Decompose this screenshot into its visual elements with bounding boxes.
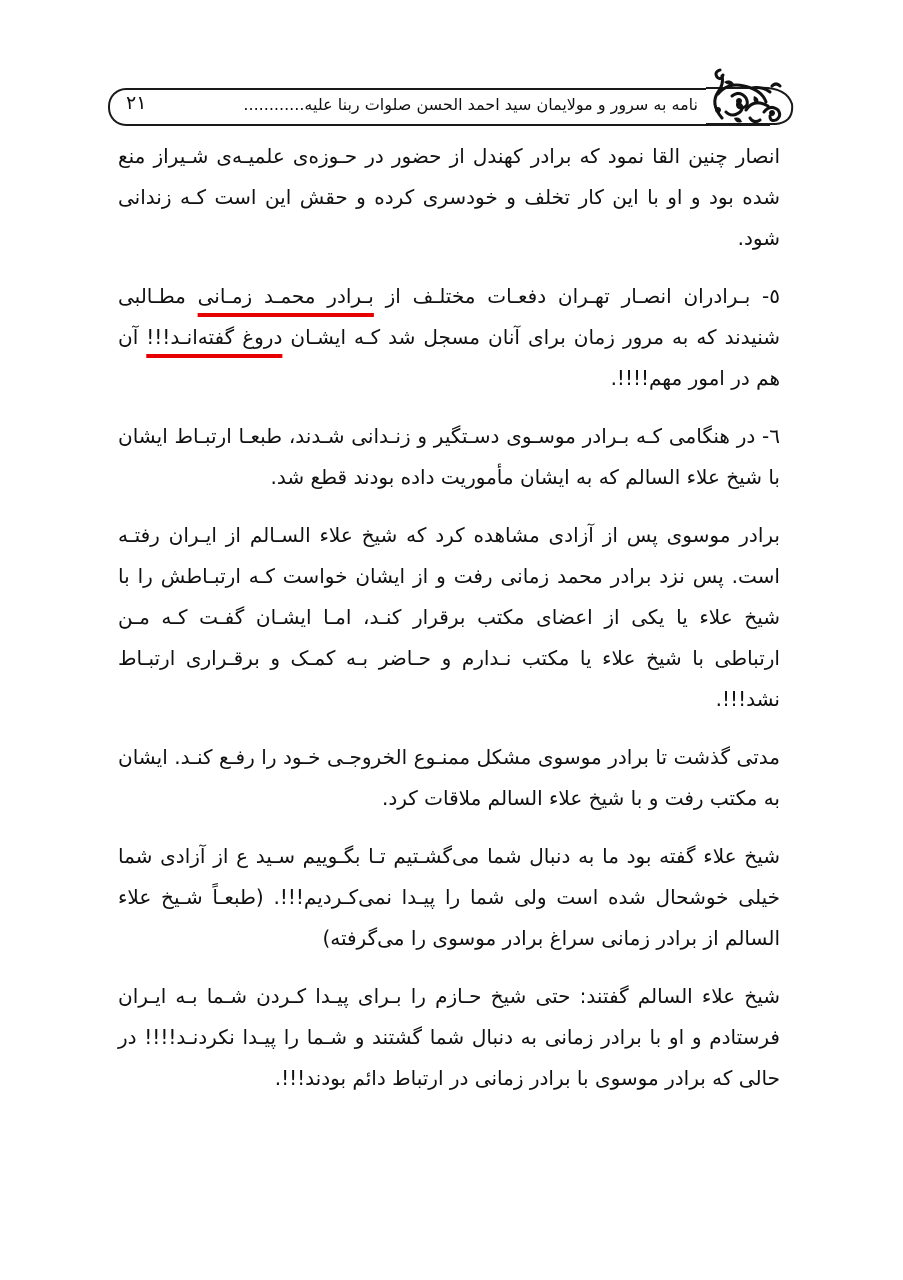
- text-run: انصار چنین القا نمود که برادر کهندل از حضور در حـوزه‌ی علمیـه‌ی شـیراز منع شده بود و او با این کار تخلف و خودسری کرده و حقش این است کـه زندانی شود.: [118, 144, 780, 250]
- text-run: مطـالبی شنیدند که به مرور زمان برای آنان مسجل شد کـه ایشـان: [118, 284, 780, 349]
- paragraph: [118, 976, 780, 1099]
- text-run: شیخ علاء گفته بود ما به دنبال شما می‌گشـتیم تـا بگـوییم سـید ع از آزادی شما خیلی خوشحال شده است ولی شما را پیـدا نمی‌کـردیم!!!. (طبعـاً شـیخ علاء السالم از برادر زمانی سراغ برادر موسوی را می‌گرفته): [118, 844, 780, 950]
- text-run: مدتی گذشت تا برادر موسوی مشکل ممنـوع الخروجـی خـود را رفـع کنـد. ایشان به مکتب رفت و با شیخ علاء السالم ملاقات کرد.: [118, 745, 780, 810]
- floral-ornament-icon: [706, 66, 798, 130]
- red-underlined-text: بـرادر محمـد زمـانی: [197, 284, 374, 308]
- running-header: [108, 66, 798, 130]
- text-run: برادر موسوی پس از آزادی مشاهده کرد که شیخ علاء السـالم از ایـران رفتـه است. پس نزد برادر محمد زمانی رفت و از ایشان خواست کـه ارتبـاطش را با شیخ علاء یا یکی از اعضای مکتب برقرار کنـد، امـا ایشـان گفـت کـه مـن ارتباطی با شیخ علاء یا مکتب نـدارم و حـاضر بـه کمـک و برقـراری ارتبـاط نشد!!!.: [118, 523, 780, 711]
- page-number: ۲۱: [126, 92, 147, 114]
- paragraph: [118, 416, 780, 498]
- text-run: شیخ علاء السالم گفتند: حتی شیخ حـازم را بـرای پیـدا کـردن شـما بـه ایـران فرستادم و او با برادر زمانی به دنبال شما گشتند و شـما را پیـدا نکردنـد!!!! در حالی که برادر موسوی با برادر زمانی در ارتباط دائم بودند!!!.: [118, 984, 780, 1090]
- page-body: [118, 136, 780, 1116]
- paragraph: [118, 276, 780, 399]
- paragraph: [118, 136, 780, 259]
- text-run: ٥- بـرادران انصـار تهـران دفعـات مختلـف از: [373, 284, 781, 308]
- running-header-title: نامه به سرور و مولایمان سید احمد الحسن صلوات ربنا علیه............: [243, 95, 698, 114]
- text-run: ٦- در هنگامی کـه بـرادر موسـوی دسـتگیر و زنـدانی شـدند، طبعـا ارتبـاط ایشان با شیخ علاء السالم که به ایشان مأموریت داده بودند قطع شد.: [118, 424, 780, 489]
- red-underlined-text: دروغ گفته‌انـد!!!: [146, 325, 283, 349]
- text-run: آن هم در امور مهم!!!!.: [118, 325, 780, 390]
- paragraph: [118, 836, 780, 959]
- paragraph: [118, 737, 780, 819]
- paragraph: [118, 515, 780, 720]
